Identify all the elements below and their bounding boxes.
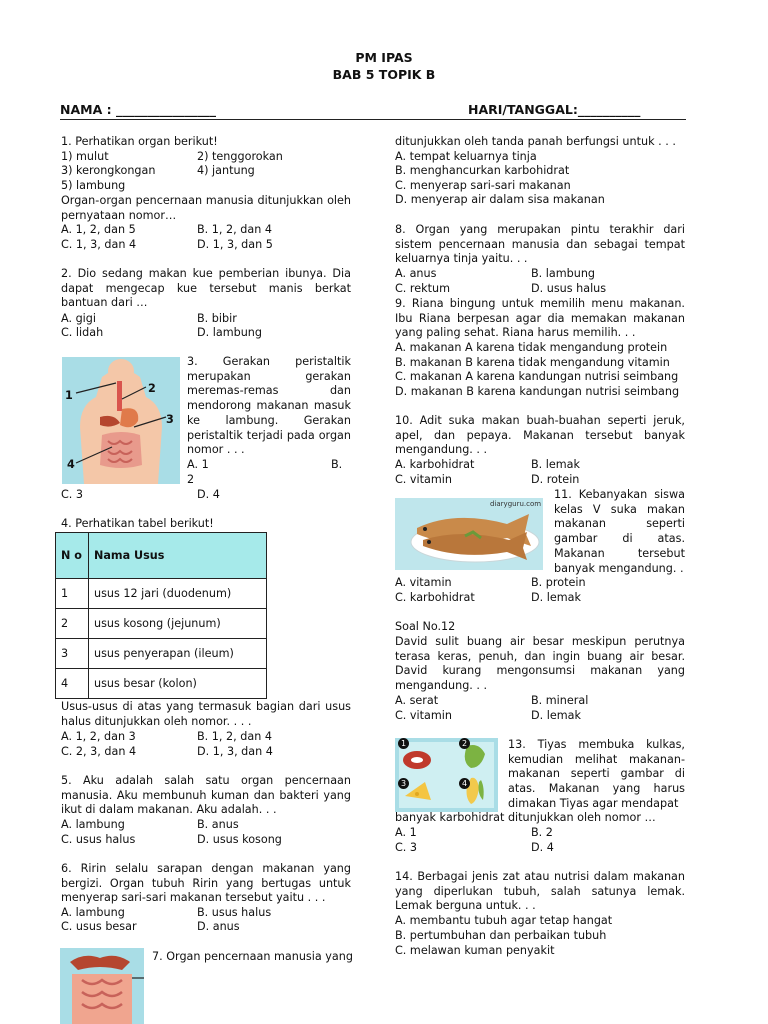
q8-question: 8. Organ yang merupakan pintu terakhir dari sistem pencernaan manusia dan sebagai tempat keluarnya tinja yaitu. . . <box>395 223 685 266</box>
q6-option-d[interactable]: D. anus <box>197 920 240 933</box>
food-items-image <box>395 738 498 812</box>
q4-option-a[interactable]: A. 1, 2, dan 3 <box>61 730 136 743</box>
q10-option-a[interactable]: A. karbohidrat <box>395 458 475 471</box>
q1-item: 2) tenggorokan <box>197 150 283 163</box>
q14-question: 14. Berbagai jenis zat atau nutrisi dalam makanan yang diperlukan tubuh, salah satunya lemak. Lemak berguna untuk. . . <box>395 870 685 913</box>
table-cell: 2 <box>56 609 89 639</box>
name-field: NAMA : ________________ <box>60 102 216 117</box>
q9-option-b[interactable]: B. makanan B karena tidak mengandung vitamin <box>395 356 670 369</box>
q11-option-a[interactable]: A. vitamin <box>395 576 452 589</box>
q9-option-a[interactable]: A. makanan A karena tidak mengandung protein <box>395 341 668 354</box>
q1-item: 5) lambung <box>61 179 126 192</box>
q9-question: 9. Riana bingung untuk memilih menu makanan. Ibu Riana berpesan agar dia memakan makanan yang paling sehat. Riana harus memilih. . . <box>395 297 685 340</box>
q3-label-1: 1 <box>65 389 73 402</box>
table-row <box>56 639 267 669</box>
q7-option-b[interactable]: B. menghancurkan karbohidrat <box>395 164 570 177</box>
q3-option-c[interactable]: C. 3 <box>61 488 84 501</box>
q1-item: 4) jantung <box>197 164 255 177</box>
q7-option-d[interactable]: D. menyerap air dalam sisa makanan <box>395 193 605 206</box>
q10-option-b[interactable]: B. lemak <box>531 458 581 471</box>
q12-option-d[interactable]: D. lemak <box>531 709 581 722</box>
q5-option-c[interactable]: C. usus halus <box>61 833 136 846</box>
table-cell: 3 <box>56 639 89 669</box>
q4-stem: 4. Perhatikan tabel berikut! <box>61 517 214 530</box>
table-cell: usus besar (kolon) <box>89 669 267 699</box>
q2-option-b[interactable]: B. bibir <box>197 312 237 325</box>
q10-option-d[interactable]: D. rotein <box>531 473 580 486</box>
q11-option-b[interactable]: B. protein <box>531 576 586 589</box>
q14-option-c[interactable]: C. melawan kuman penyakit <box>395 944 555 957</box>
q11-question: 11. Kebanyakan siswa kelas V suka makan makanan seperti gambar di atas. Makanan tersebut banyak mengandung. . <box>554 488 685 575</box>
table-row <box>56 579 267 609</box>
q1-option-c[interactable]: C. 1, 3, dan 4 <box>61 238 137 251</box>
q12-option-b[interactable]: B. mineral <box>531 694 589 707</box>
q7-option-a[interactable]: A. tempat keluarnya tinja <box>395 150 537 163</box>
q7-option-c[interactable]: C. menyerap sari-sari makanan <box>395 179 571 192</box>
q8-option-b[interactable]: B. lambung <box>531 267 596 280</box>
table-cell: usus penyerapan (ileum) <box>89 639 267 669</box>
table-cell: 1 <box>56 579 89 609</box>
q6-option-c[interactable]: C. usus besar <box>61 920 137 933</box>
fish-image <box>395 498 543 570</box>
usus-table <box>55 532 267 699</box>
q1-question: Organ-organ pencernaan manusia ditunjukkan oleh pernyataan nomor… <box>61 194 351 222</box>
q1-option-b[interactable]: B. 1, 2, dan 4 <box>197 223 272 236</box>
food-label-2: 2 <box>459 738 470 749</box>
q13-question: 13. Tiyas membuka kulkas, kemudian melihat makanan-makanan seperti gambar di atas. Makanan yang harus dimakan Tiyas agar mendapat <box>508 738 685 810</box>
table-header-name: Nama Usus <box>89 533 267 579</box>
q5-option-b[interactable]: B. anus <box>197 818 239 831</box>
table-cell: 4 <box>56 669 89 699</box>
table-row <box>56 609 267 639</box>
q1-item: 3) kerongkongan <box>61 164 156 177</box>
header-divider <box>60 119 686 120</box>
q2-option-c[interactable]: C. lidah <box>61 326 104 339</box>
q2-question: 2. Dio sedang makan kue pemberian ibunya. Dia dapat mengecap kue tersebut manis berkat bantuan dari … <box>61 267 351 310</box>
food-label-1: 1 <box>398 738 409 749</box>
q1-option-a[interactable]: A. 1, 2, dan 5 <box>61 223 136 236</box>
q2-option-a[interactable]: A. gigi <box>61 312 96 325</box>
q5-option-a[interactable]: A. lambung <box>61 818 125 831</box>
q3-option-b-value: 2 <box>187 473 195 486</box>
table-cell: usus kosong (jejunum) <box>89 609 267 639</box>
q12-option-a[interactable]: A. serat <box>395 694 439 707</box>
food-label-3: 3 <box>398 778 409 789</box>
q1-option-d[interactable]: D. 1, 3, dan 5 <box>197 238 273 251</box>
q11-option-d[interactable]: D. lemak <box>531 591 581 604</box>
q8-option-a[interactable]: A. anus <box>395 267 437 280</box>
q6-question: 6. Ririn selalu sarapan dengan makanan yang bergizi. Organ tubuh Ririn yang bertugas untuk menyerap sari-sari makanan tersebut yaitu . . . <box>61 862 351 905</box>
q10-option-c[interactable]: C. vitamin <box>395 473 452 486</box>
q14-option-b[interactable]: B. pertumbuhan dan perbaikan tubuh <box>395 929 607 942</box>
fish-image-watermark: diaryguru.com <box>490 500 542 508</box>
food-label-4: 4 <box>459 778 470 789</box>
intestine-image <box>60 948 144 1024</box>
q2-option-d[interactable]: D. lambung <box>197 326 262 339</box>
q7-question-end: ditunjukkan oleh tanda panah berfungsi untuk . . . <box>395 135 676 148</box>
q3-question: 3. Gerakan peristaltik merupakan gerakan meremas-remas dan mendorong makanan masuk ke lambung. Gerakan peristaltik terjadi pada organ nomor . . . <box>187 355 351 457</box>
q11-option-c[interactable]: C. karbohidrat <box>395 591 475 604</box>
q8-option-d[interactable]: D. usus halus <box>531 282 607 295</box>
q3-option-a[interactable]: A. 1 <box>187 458 209 471</box>
q10-question: 10. Adit suka makan buah-buahan seperti jeruk, apel, dan pepaya. Makanan tersebut banyak mengandung. . . <box>395 414 685 457</box>
q14-option-a[interactable]: A. membantu tubuh agar tetap hangat <box>395 914 613 927</box>
q6-option-a[interactable]: A. lambung <box>61 906 125 919</box>
q3-label-3: 3 <box>166 413 174 426</box>
q1-item: 1) mulut <box>61 150 109 163</box>
date-field: HARI/TANGGAL:__________ <box>468 102 641 117</box>
page-subtitle: BAB 5 TOPIK B <box>332 67 436 82</box>
page-title: PM IPAS <box>355 50 413 65</box>
q13-option-c[interactable]: C. 3 <box>395 841 418 854</box>
q5-question: 5. Aku adalah salah satu organ pencernaan manusia. Aku membunuh kuman dan bakteri yang ikut di dalam makanan. Aku adalah. . . <box>61 774 351 817</box>
table-row <box>56 669 267 699</box>
q5-option-d[interactable]: D. usus kosong <box>197 833 282 846</box>
q8-option-c[interactable]: C. rektum <box>395 282 451 295</box>
q12-question: David sulit buang air besar meskipun perutnya terasa keras, penuh, dan ingin buang air besar. David kurang mengonsumsi makanan yang mengandung. . . <box>395 635 685 693</box>
q12-option-c[interactable]: C. vitamin <box>395 709 452 722</box>
q3-label-4: 4 <box>67 458 75 471</box>
table-header-no: N o <box>56 533 89 579</box>
q13-option-d[interactable]: D. 4 <box>531 841 554 854</box>
digestive-system-image <box>62 357 180 484</box>
q4-option-b[interactable]: B. 1, 2, dan 4 <box>197 730 272 743</box>
q9-option-c[interactable]: C. makanan A karena kandungan nutrisi seimbang <box>395 370 679 383</box>
table-header-row <box>56 533 267 579</box>
q3-option-d[interactable]: D. 4 <box>197 488 220 501</box>
q4-option-c[interactable]: C. 2, 3, dan 4 <box>61 745 137 758</box>
q13-option-a[interactable]: A. 1 <box>395 826 417 839</box>
q4-question: Usus-usus di atas yang termasuk bagian dari usus halus ditunjukkan oleh nomor. . . . <box>61 700 351 728</box>
q1-stem: 1. Perhatikan organ berikut! <box>61 135 218 148</box>
q13-option-b[interactable]: B. 2 <box>531 826 553 839</box>
q3-option-b[interactable]: B. <box>331 458 343 471</box>
table-cell: usus 12 jari (duodenum) <box>89 579 267 609</box>
q4-option-d[interactable]: D. 1, 3, dan 4 <box>197 745 273 758</box>
q12-label: Soal No.12 <box>395 620 456 633</box>
q3-label-2: 2 <box>148 382 156 395</box>
q7-question-start: 7. Organ pencernaan manusia yang <box>152 950 353 963</box>
q6-option-b[interactable]: B. usus halus <box>197 906 272 919</box>
q9-option-d[interactable]: D. makanan B karena kandungan nutrisi seimbang <box>395 385 680 398</box>
q13-question-end: banyak karbohidrat ditunjukkan oleh nomor … <box>395 811 656 824</box>
